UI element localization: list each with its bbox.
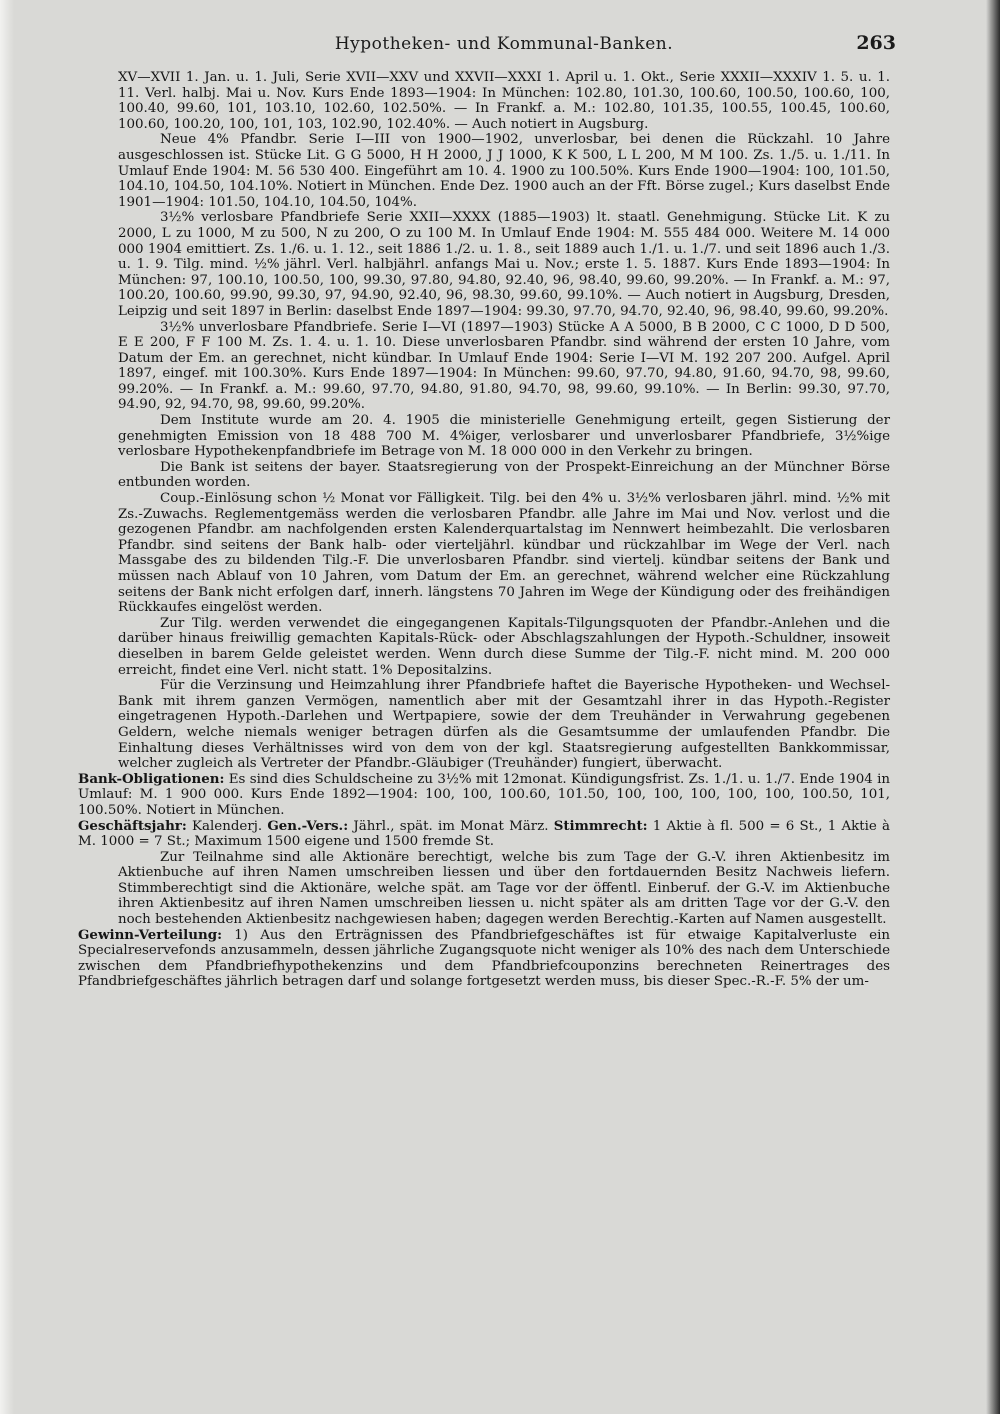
section-geschaeftsjahr — [78, 819, 890, 850]
section-label: Geschäftsjahr: — [78, 817, 187, 834]
section-label: Bank-Obligationen: — [78, 770, 225, 787]
paragraph: Zur Tilg. werden verwendet die eingegangenen Kapitals-Tilgungsquoten der Pfandbr.-Anlehen und die darüber hinaus freiwillig gemachten Kapitals-Rück- oder Abschlagszahlungen der Hypoth.-Schuldner, insoweit dieselben in barem Gelde geleistet werden. Wenn durch diese Summe der Tilg.-F. nicht mind. M. 200 000 erreicht, findet eine Verl. nicht statt. 1% Depositalzins. — [118, 615, 890, 678]
scan-edge-right — [986, 0, 1000, 1414]
paragraph: 3½% verlosbare Pfandbriefe Serie XXII—XXXX (1885—1903) lt. staatl. Genehmigung. Stücke Lit. K zu 2000, L zu 1000, M zu 500, N zu 200, O zu 100 M. In Umlauf Ende 1904: M. 555 484 000. Weitere M. 14 000 000 1904 emittiert. Zs. 1./6. u. 1. 12., seit 1886 1./2. u. 1. 8., seit 1889 auch 1./1. u. 1./7. und seit 1896 auch 1./3. u. 1. 9. Tilg. mind. ½% jährl. Verl. halbjährl. anfangs Mai u. Nov.; erste 1. 5. 1887. Kurs Ende 1893—1904: In München: 97, 100.10, 100.50, 100, 99.30, 97.80, 94.80, 92.40, 96, 98.40, 99.60, 99.20%. — In Frankf. a. M.: 97, 100.20, 100.60, 99.90, 99.30, 97, 94.90, 92.40, 96, 98.30, 99.60, 99.10%. — Auch notiert in Augsburg, Dresden, Leipzig und seit 1897 in Berlin: daselbst Ende 1897—1904: 99.30, 97.70, 94.70, 92.40, 96, 98.40, 99.60, 99.20%. — [118, 210, 890, 319]
paragraph: 3½% unverlosbare Pfandbriefe. Serie I—VI (1897—1903) Stücke A A 5000, B B 2000, C C 1000, D D 500, E E 200, F F 100 M. Zs. 1. 4. u. 1. 10. Diese unverlosbaren Pfandbr. sind während der ersten 10 Jahre, vom Datum der Em. an gerechnet, nicht kündbar. In Umlauf Ende 1904: Serie I—VI M. 192 207 200. Aufgel. April 1897, eingef. mit 100.30%. Kurs Ende 1897—1904: In München: 99.60, 97.70, 94.80, 91.60, 94.70, 98, 99.60, 99.20%. — In Frankf. a. M.: 99.60, 97.70, 94.80, 91.80, 94.70, 98, 99.60, 99.10%. — In Berlin: 99.30, 97.70, 94.90, 92, 94.70, 98, 99.60, 99.20%. — [118, 319, 890, 413]
page-header — [118, 32, 896, 58]
page-number: 263 — [856, 32, 896, 54]
paragraph: Zur Teilnahme sind alle Aktionäre berechtigt, welche bis zum Tage der G.-V. ihren Aktienbesitz im Aktienbuche auf ihren Namen umschreiben liessen und über den fortdauernden Besitz Nachweis liefern. Stimmberechtigt sind die Aktionäre, welche spät. am Tage vor der öffentl. Einberuf. der G.-V. im Aktienbuche ihren Aktienbesitz auf ihren Namen umschreiben liessen u. nicht später als am dritten Tage vor der G.-V. den noch bestehenden Aktienbesitz nachgewiesen haben; dagegen werden Berechtig.-Karten auf Namen ausgestellt. — [118, 849, 890, 928]
running-head: Hypotheken- und Kommunal-Banken. — [334, 34, 674, 54]
section-label: Gen.-Vers.: — [267, 817, 349, 834]
section-bank-obligationen — [78, 772, 890, 819]
paragraph: Coup.-Einlösung schon ½ Monat vor Fälligkeit. Tilg. bei den 4% u. 3½% verlosbaren jährl. mind. ½% mit Zs.-Zuwachs. Reglementgemäss werden die verlosbaren Pfandbr. alle Jahre im Mai und Nov. verlost und die gezogenen Pfandbr. am nachfolgenden ersten Kalenderquartalstag im Nennwert heimbezahlt. Die verlosbaren Pfandbr. sind seitens der Bank halb- oder vierteljährl. kündbar und rückzahlbar im Wege der Verl. nach Massgabe des zu bildenden Tilg.-F. Die unverlosbaren Pfandbr. sind viertelj. kündbar seitens der Bank und müssen nach Ablauf von 10 Jahren, vom Datum der Em. an gerechnet, während welcher eine Rückzahlung seitens der Bank nicht erfolgen darf, innerh. längstens 70 Jahren im Wege der Kündigung oder des freihändigen Rückkaufes eingelöst werden. — [118, 491, 890, 616]
paragraph: XV—XVII 1. Jan. u. 1. Juli, Serie XVII—XXV und XXVII—XXXI 1. April u. 1. Okt., Serie XXXII—XXXIV 1. 5. u. 1. 11. Verl. halbj. Mai u. Nov. Kurs Ende 1893—1904: In München: 102.80, 101.30, 100.60, 100.50, 100.60, 100, 100.40, 99.60, 101, 103.10, 102.60, 102.50%. — In Frankf. a. M.: 102.80, 101.35, 100.55, 100.45, 100.60, 100.60, 100.20, 100, 101, 103, 102.90, 102.40%. — Auch notiert in Augsburg. — [118, 70, 890, 132]
section-label: Gewinn-Verteilung: — [78, 926, 223, 943]
section-gewinn-verteilung — [78, 928, 890, 990]
body-text — [78, 70, 890, 990]
section-label: Stimmrecht: — [553, 817, 648, 834]
scan-edge-left — [0, 0, 14, 1414]
section-text: Kalenderj. — [186, 818, 268, 834]
paragraph: Dem Institute wurde am 20. 4. 1905 die ministerielle Genehmigung erteilt, gegen Sistierung der genehmigten Emission von 18 488 700 M. 4%iger, verlosbarer und unverlosbarer Pfandbriefe, 3½%ige verlosbare Hypothekenpfandbriefe im Betrage von M. 18 000 000 in den Verkehr zu bringen. — [118, 413, 890, 460]
section-text: Jährl., spät. im Monat März. — [348, 818, 554, 834]
paragraph: Für die Verzinsung und Heimzahlung ihrer Pfandbriefe haftet die Bayerische Hypotheken- und Wechsel-Bank mit ihrem ganzen Vermögen, namentlich aber mit der Gesamtzahl ihrer in das Hypoth.-Register eingetragenen Hypoth.-Darlehen und Wertpapiere, sowie der dem Treuhänder in Verwahrung gegebenen Geldern, welche niemals weniger betragen dürfen als die Gesamtsumme der umlaufenden Pfandbr. Die Einhaltung dieses Verhältnisses wird von dem von der kgl. Staatsregierung aufgestellten Bankkommissar, welcher zugleich als Vertreter der Pfandbr.-Gläubiger (Treuhänder) fungiert, überwacht. — [118, 678, 890, 772]
section-text: 1) Aus den Erträgnissen des Pfandbriefgeschäftes ist für etwaige Kapitalverluste ein Specialreservefonds anzusammeln, dessen jährliche Zugangsquote nicht weniger als 10% des nach dem Unterschiede zwischen dem Pfandbriefhypothekenzins und dem Pfandbriefcouponzins berechneten Reinertrages des Pfandbriefgeschäftes jährlich betragen darf und solange fortgesetzt werden muss, bis dieser Spec.-R.-F. 5% der um- — [78, 927, 890, 990]
paragraph: Neue 4% Pfandbr. Serie I—III von 1900—1902, unverlosbar, bei denen die Rückzahl. 10 Jahre ausgeschlossen ist. Stücke Lit. G G 5000, H H 2000, J J 1000, K K 500, L L 200, M M 100. Zs. 1./5. u. 1./11. In Umlauf Ende 1904: M. 56 530 400. Eingeführt am 10. 4. 1900 zu 100.50%. Kurs Ende 1900—1904: 100, 101.50, 104.10, 104.50, 104.10%. Notiert in München. Ende Dez. 1900 auch an der Fft. Börse zugel.; Kurs daselbst Ende 1901—1904: 101.50, 104.10, 104.50, 104%. — [118, 132, 890, 210]
section-text: Es sind dies Schuldscheine zu 3½% mit 12monat. Kündigungsfrist. Zs. 1./1. u. 1./7. Ende 1904 in Umlauf: M. 1 900 000. Kurs Ende 1892—1904: 100, 100, 100.60, 101.50, 100, 100, 100, 100, 100, 100.50, 101, 100.50%. Notiert in München. — [78, 771, 890, 818]
section-text: 1 Aktie à fl. 500 = 6 St., 1 Aktie à M. 1000 = 7 St.; Maximum 1500 eigene und 1500 fremde St. — [78, 818, 890, 850]
paragraph: Die Bank ist seitens der bayer. Staatsregierung von der Prospekt-Einreichung an der Münchner Börse entbunden worden. — [118, 459, 890, 491]
